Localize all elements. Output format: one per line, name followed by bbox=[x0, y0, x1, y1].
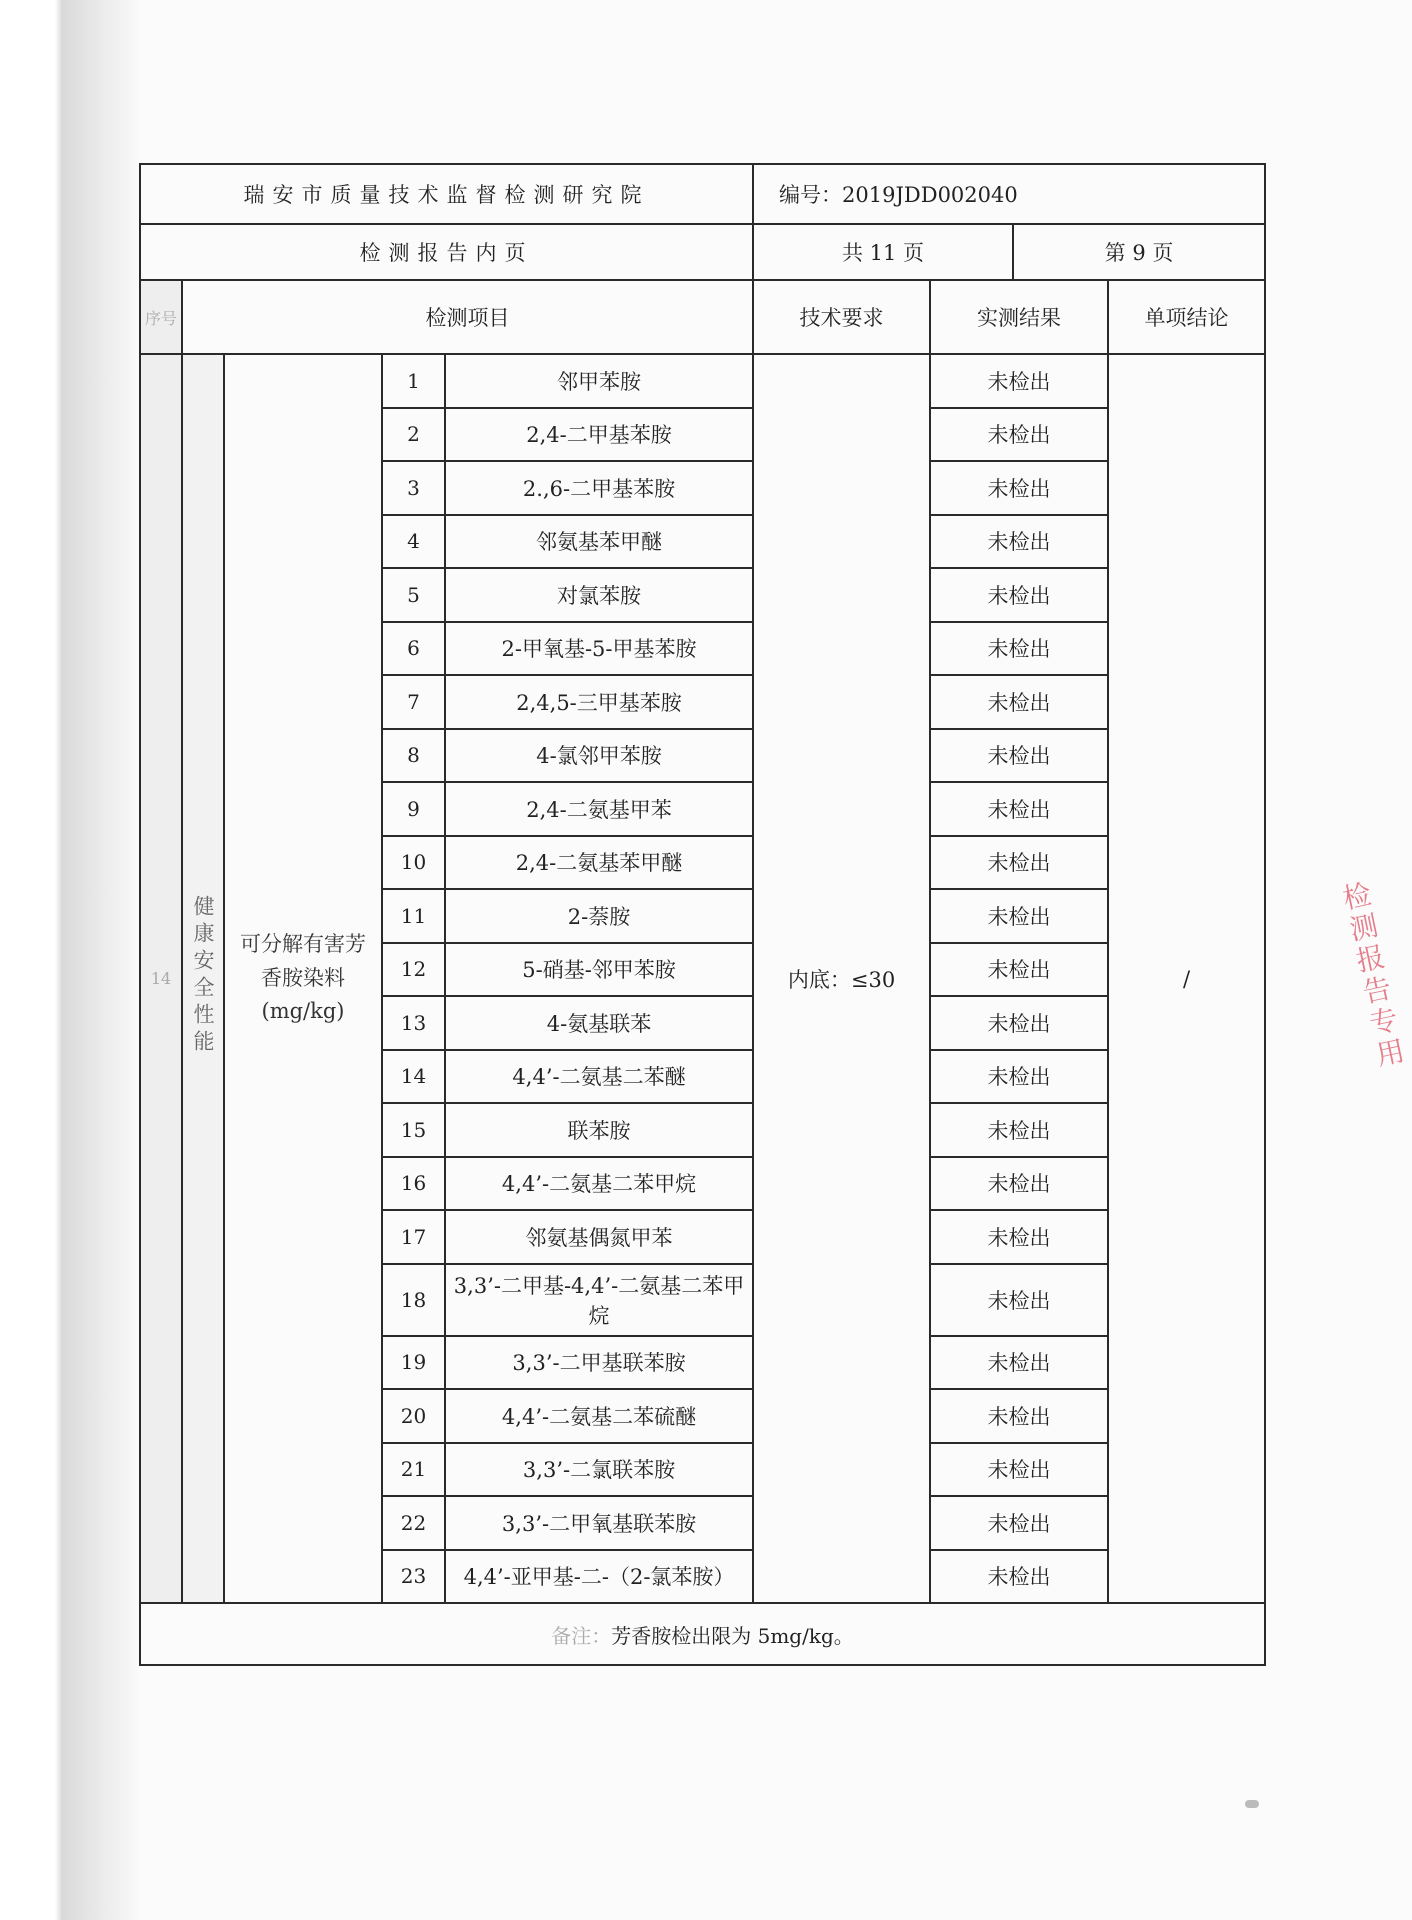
group-conclusion: / bbox=[1108, 354, 1265, 1603]
footnote-label: 备注： bbox=[551, 1623, 612, 1648]
row-number: 2 bbox=[382, 408, 445, 462]
row-number: 1 bbox=[382, 354, 445, 408]
footnote-text: 芳香胺检出限为 5mg/kg。 bbox=[611, 1623, 854, 1648]
row-result: 未检出 bbox=[930, 568, 1108, 622]
row-item-name: 邻氨基偶氮甲苯 bbox=[445, 1210, 753, 1264]
report-table bbox=[139, 163, 1266, 1666]
group-seq: 14 bbox=[140, 354, 182, 1603]
row-item-name: 4,4’-二氨基二苯醚 bbox=[445, 1050, 753, 1104]
row-result: 未检出 bbox=[930, 622, 1108, 676]
row-item-name: 3,3’-二甲基-4,4’-二氨基二苯甲烷 bbox=[445, 1264, 753, 1336]
row-result: 未检出 bbox=[930, 1336, 1108, 1390]
column-header-result: 实测结果 bbox=[930, 280, 1108, 354]
row-item-name: 对氯苯胺 bbox=[445, 568, 753, 622]
row-number: 23 bbox=[382, 1550, 445, 1604]
row-item-name: 2-甲氧基-5-甲基苯胺 bbox=[445, 622, 753, 676]
row-result: 未检出 bbox=[930, 1050, 1108, 1104]
column-header-item: 检测项目 bbox=[182, 280, 753, 354]
row-number: 6 bbox=[382, 622, 445, 676]
scan-binding-shadow bbox=[0, 0, 140, 1920]
row-result: 未检出 bbox=[930, 1389, 1108, 1443]
row-result: 未检出 bbox=[930, 996, 1108, 1050]
column-header-seq: 序号 bbox=[140, 280, 182, 354]
row-number: 19 bbox=[382, 1336, 445, 1390]
row-item-name: 4-氯邻甲苯胺 bbox=[445, 729, 753, 783]
group-subcategory: 可分解有害芳香胺染料 (mg/kg) bbox=[224, 354, 382, 1603]
row-number: 8 bbox=[382, 729, 445, 783]
row-number: 20 bbox=[382, 1389, 445, 1443]
row-result: 未检出 bbox=[930, 461, 1108, 515]
row-number: 16 bbox=[382, 1157, 445, 1211]
row-item-name: 2,4-二甲基苯胺 bbox=[445, 408, 753, 462]
row-number: 11 bbox=[382, 889, 445, 943]
row-result: 未检出 bbox=[930, 1264, 1108, 1336]
row-item-name: 2,4-二氨基甲苯 bbox=[445, 782, 753, 836]
scan-speck bbox=[1245, 1800, 1259, 1808]
group-requirement: 内底：≤30 bbox=[753, 354, 930, 1603]
row-result: 未检出 bbox=[930, 354, 1108, 408]
row-number: 5 bbox=[382, 568, 445, 622]
row-number: 4 bbox=[382, 515, 445, 569]
row-item-name: 4,4’-二氨基二苯硫醚 bbox=[445, 1389, 753, 1443]
row-item-name: 2-萘胺 bbox=[445, 889, 753, 943]
row-result: 未检出 bbox=[930, 1157, 1108, 1211]
row-number: 22 bbox=[382, 1496, 445, 1550]
row-result: 未检出 bbox=[930, 1210, 1108, 1264]
page-title: 检测报告内页 bbox=[140, 224, 753, 280]
row-number: 9 bbox=[382, 782, 445, 836]
row-result: 未检出 bbox=[930, 1550, 1108, 1604]
column-header-conclusion: 单项结论 bbox=[1108, 280, 1265, 354]
row-number: 18 bbox=[382, 1264, 445, 1336]
row-result: 未检出 bbox=[930, 408, 1108, 462]
row-number: 3 bbox=[382, 461, 445, 515]
row-number: 14 bbox=[382, 1050, 445, 1104]
row-result: 未检出 bbox=[930, 1443, 1108, 1497]
row-item-name: 3,3’-二甲基联苯胺 bbox=[445, 1336, 753, 1390]
row-number: 7 bbox=[382, 675, 445, 729]
group-category: 健康安全性能 bbox=[191, 895, 215, 1057]
institute-name: 瑞安市质量技术监督检测研究院 bbox=[140, 164, 753, 224]
table-row bbox=[140, 354, 1265, 408]
row-result: 未检出 bbox=[930, 729, 1108, 783]
total-pages: 共 11 页 bbox=[753, 224, 1013, 280]
row-number: 10 bbox=[382, 836, 445, 890]
report-number: 编号：2019JDD002040 bbox=[753, 164, 1265, 224]
column-header-requirement: 技术要求 bbox=[753, 280, 930, 354]
row-number: 12 bbox=[382, 943, 445, 997]
row-result: 未检出 bbox=[930, 675, 1108, 729]
row-result: 未检出 bbox=[930, 1103, 1108, 1157]
row-item-name: 邻甲苯胺 bbox=[445, 354, 753, 408]
row-result: 未检出 bbox=[930, 515, 1108, 569]
row-item-name: 2,4,5-三甲基苯胺 bbox=[445, 675, 753, 729]
row-result: 未检出 bbox=[930, 889, 1108, 943]
inspection-stamp: 检测报告专用 bbox=[1336, 878, 1409, 1074]
row-item-name: 4-氨基联苯 bbox=[445, 996, 753, 1050]
row-item-name: 4,4’-亚甲基-二-（2-氯苯胺） bbox=[445, 1550, 753, 1604]
row-number: 21 bbox=[382, 1443, 445, 1497]
row-item-name: 5-硝基-邻甲苯胺 bbox=[445, 943, 753, 997]
row-item-name: 4,4’-二氨基二苯甲烷 bbox=[445, 1157, 753, 1211]
footnote-row bbox=[140, 1603, 1265, 1665]
row-number: 13 bbox=[382, 996, 445, 1050]
row-item-name: 邻氨基苯甲醚 bbox=[445, 515, 753, 569]
row-result: 未检出 bbox=[930, 836, 1108, 890]
row-item-name: 3,3’-二氯联苯胺 bbox=[445, 1443, 753, 1497]
row-number: 17 bbox=[382, 1210, 445, 1264]
row-result: 未检出 bbox=[930, 943, 1108, 997]
row-item-name: 2.,6-二甲基苯胺 bbox=[445, 461, 753, 515]
row-number: 15 bbox=[382, 1103, 445, 1157]
row-item-name: 联苯胺 bbox=[445, 1103, 753, 1157]
page-number: 第 9 页 bbox=[1013, 224, 1265, 280]
row-item-name: 2,4-二氨基苯甲醚 bbox=[445, 836, 753, 890]
row-item-name: 3,3’-二甲氧基联苯胺 bbox=[445, 1496, 753, 1550]
row-result: 未检出 bbox=[930, 782, 1108, 836]
row-result: 未检出 bbox=[930, 1496, 1108, 1550]
